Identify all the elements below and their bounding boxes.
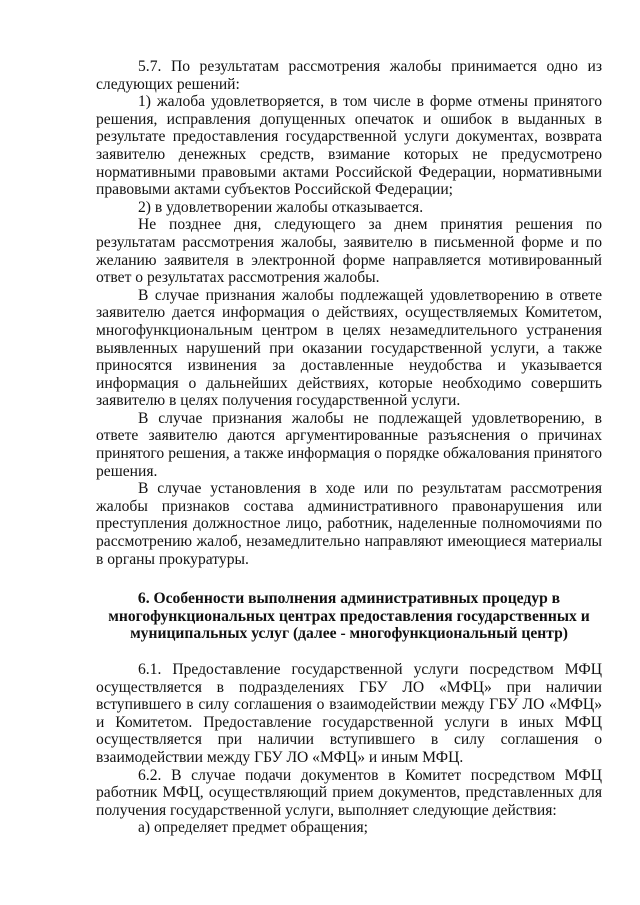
- paragraph-complaint-satisfied: В случае признания жалобы подлежащей удовлетворению в ответе заявителю дается информация о действиях, осуществляемых Комитетом, многофункциональным центром в целях незамедлительного устранения выявленных нарушений при оказании государственной услуги, а также приносятся извинения за доставленные неудобства и указывается информация о дальнейших действиях, которые необходимо совершить заявителю в целях получения государственной услуги.: [96, 286, 602, 410]
- section-6-2-paragraph: 6.2. В случае подачи документов в Комитет посредством МФЦ работник МФЦ, осуществляющий прием документов, представленных для получения государственной услуги, выполняет следующие действия:: [96, 766, 602, 819]
- paragraph-complaint-not-satisfied: В случае признания жалобы не подлежащей удовлетворению, в ответе заявителю даются аргументированные разъяснения о причинах принятого решения, а также информация о порядке обжалования принятого решения.: [96, 409, 602, 480]
- paragraph-offense-materials: В случае установления в ходе или по результатам рассмотрения жалобы признаков состава административного правонарушения или преступления должностное лицо, работник, наделенные полномочиями по рассмотрению жалоб, незамедлительно направляют имеющиеся материалы в органы прокуратуры.: [96, 480, 602, 568]
- spacer: [96, 568, 602, 590]
- paragraph-response-deadline: Не позднее дня, следующего за днем принятия решения по результатам рассмотрения жалобы, заявителю в письменной форме и по желанию заявителя в электронной форме направляется мотивированный ответ о результатах рассмотрения жалобы.: [96, 216, 602, 287]
- section-5-7-intro: 5.7. По результатам рассмотрения жалобы принимается одно из следующих решений:: [96, 58, 602, 93]
- document-page: [96, 58, 602, 837]
- section-6-2-item-a: а) определяет предмет обращения;: [138, 819, 368, 837]
- spacer: [96, 643, 602, 661]
- section-6-1-paragraph: 6.1. Предоставление государственной услуги посредством МФЦ осуществляется в подразделениях ГБУ ЛО «МФЦ» при наличии вступившего в силу соглашения о взаимодействии между ГБУ ЛО «МФЦ» и Комитетом. Предоставление государственной услуги в иных МФЦ осуществляется при наличии вступившего в силу соглашения о взаимодействии между ГБУ ЛО «МФЦ» и иным МФЦ.: [96, 661, 602, 766]
- section-5-7-item-1: 1) жалоба удовлетворяется, в том числе в форме отмены принятого решения, исправления допущенных опечаток и ошибок в выданных в результате предоставления государственной услуги документах, возврата заявителю денежных средств, взимание которых не предусмотрено нормативными правовыми актами Российской Федерации, нормативными правовыми актами субъектов Российской Федерации;: [96, 93, 602, 199]
- section-5-7-item-2: 2) в удовлетворении жалобы отказывается.: [138, 198, 424, 216]
- section-6-heading: 6. Особенности выполнения административных процедур в многофункциональных центрах предоставления государственных и муниципальных услуг (далее - многофункциональный центр): [108, 590, 590, 643]
